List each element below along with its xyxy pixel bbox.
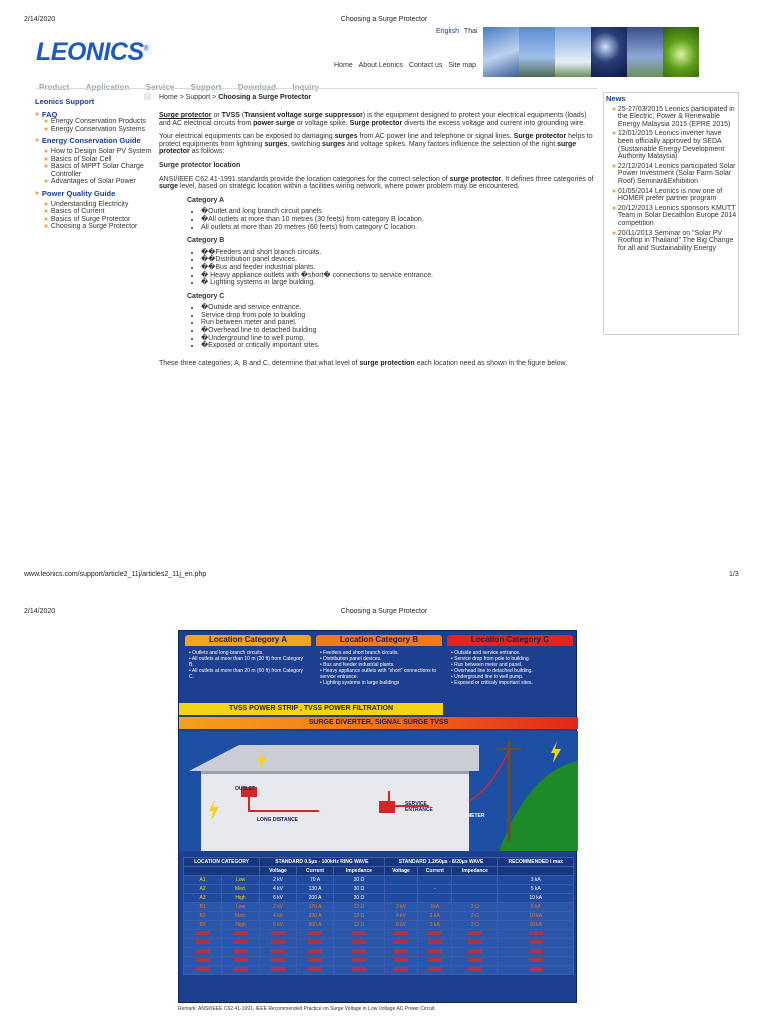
table-cell: 2 kV [260,876,297,885]
sidebar-section-faq[interactable]: » FAQ [35,109,58,119]
category-a-heading: Category A [187,196,225,204]
figure-caption: Remark: ANSI/IEEE C62.41-1991, IEEE Recommended Practice on Surge Voltage in Low Voltage AC Power Circuit. [178,1006,436,1012]
breadcrumb-current: Choosing a Surge Protector [218,94,312,101]
sidebar-title: Leonics Support [35,97,95,106]
list-item: • �Underground line to well pump. [201,335,599,343]
th-sub: Impedance [452,867,498,876]
th-sub: Voltage [384,867,418,876]
cat-b-title: Location Category B [316,635,442,646]
banner-lightning-2 [627,27,663,77]
sidebar-item-mppt[interactable]: » Basics of MPPT Solar Charge Controller [44,163,144,178]
sidebar [35,98,153,231]
sidebar-item-surge-basics[interactable]: » Basics of Surge Protector [44,215,131,223]
list-item: • Run between meter and panel. [451,662,523,668]
th-sub: Current [296,867,333,876]
list-item: • Heavy appliance outlets with "short" connections to service entrance. [320,668,437,680]
top-link-home[interactable]: Home [334,62,353,69]
list-item: • All outlets at more than 20 m (60 ft) from Category C. [189,668,304,680]
location-heading: Surge protector location [159,161,241,169]
table-cell: High [222,894,260,903]
news-item[interactable]: » 20/12/2013 Leonics sponsors KMUTT Team in Solar Decathlon Europe 2014 competition [612,204,737,227]
table-cell: High [222,921,260,930]
table-row-blurred [184,939,574,948]
list-item: • All outlets at more than 20 metres (60 feets) from category C location. [201,224,599,232]
list-item: • ��Feeders and short branch circuits. [201,249,599,257]
table-cell: 2 Ω [452,903,498,912]
cat-c-title: Location Category C [447,635,573,646]
nav-divider [36,88,598,89]
table-cell: - [418,885,452,894]
th-recommended: RECOMMENDED I max [498,858,574,867]
arrow-icon: » [612,204,616,212]
table-cell: Med. [222,885,260,894]
table-cell [418,876,452,885]
th-sub: Impedance [334,867,384,876]
banner-wind-turbine [555,27,591,77]
banner-lightning [591,27,627,77]
cat-c-box [447,648,573,700]
news-title: News [606,94,626,103]
list-item: • �Exposed or critically important sites. [201,342,599,350]
list-item: • Underground line to well pump. [451,674,524,680]
table-row [184,885,574,894]
breadcrumb-support[interactable]: Support [185,94,211,101]
list-item: • �Outlet and long branch circuit panels [201,208,599,216]
table-row-blurred [184,930,574,939]
cat-b-box [316,648,442,700]
list-item: • ��Distribution panel devices. [201,256,599,264]
list-item: • Outside and service entrance. [451,650,521,656]
arrow-icon: » [44,163,48,171]
table-row [184,894,574,903]
top-link-contact[interactable]: Contact us [408,62,443,69]
list-item: • ��Bus and feeder industrial plants. [201,264,599,272]
sidebar-section-pqg[interactable]: » Power Quality Guide [35,188,116,198]
print-title: Choosing a Surge Protector [340,16,428,23]
label-meter: METER [467,813,485,819]
table-cell: 200 A [296,894,333,903]
table-cell: 5 kA [498,903,574,912]
table-cell: 3 kA [498,876,574,885]
print-date-2: 2/14/2020 [24,608,56,615]
table-cell: 70 A [296,876,333,885]
sidebar-item-choosing-surge[interactable]: » Choosing a Surge Protector [44,223,138,231]
news-item[interactable]: » 25-27/03/2015 Leonics participated in the Electric, Power & Renewable Energy Malaysia 2015 (EPRE 2015) [612,105,735,128]
list-item: • Run between meter and panel. [201,319,599,327]
table-cell: 5 kA [498,885,574,894]
ansi-paragraph: ANSI/IEEE C62.41-1991 standards provide the location categories for the correct selection of surge protector. It defines three categories of surge level, based on strategic location within a facilities wiring network, where power problem may be encountered. [159,175,594,191]
category-c-list [159,304,599,350]
table-cell: 6 kV [384,921,418,930]
list-item: • Bus and feeder industrial plants. [320,662,395,668]
table-row-blurred [184,966,574,975]
th-location: LOCATION CATEGORY [184,858,260,867]
breadcrumb-corner [144,93,151,100]
table-cell: 4 kV [260,885,297,894]
print-title-2: Choosing a Surge Protector [340,608,428,615]
table-cell: 2 kV [384,903,418,912]
arrow-icon: » [44,215,48,223]
header-banner [483,27,699,77]
news-item[interactable]: » 01/05/2014 Leonics is now one of HOMER prefer partner program [612,187,723,203]
category-b-heading: Category B [187,237,225,245]
table-cell: 10 kA [498,894,574,903]
category-a-list [159,208,599,231]
table-cell: 6 kV [260,921,297,930]
table-cell [384,885,418,894]
arrow-icon: » [44,118,48,126]
band-surge-diverter: SURGE DIVERTER, SIGNAL SURGE TVSS [179,717,578,729]
table-row [184,903,574,912]
arrow-icon: » [44,155,48,163]
table-cell: 12 Ω [334,903,384,912]
list-item: • � Heavy appliance outlets with �short� connections to service entrance. [201,272,599,280]
band-tvss-power: TVSS POWER STRIP , TVSS POWER FILTRATION [179,703,443,715]
table-cell: 2 Ω [452,921,498,930]
surge-standards-table [183,857,574,975]
category-b-list [159,249,599,287]
table-cell: 330 A [296,912,333,921]
table-cell [452,894,498,903]
sidebar-section-ecg[interactable]: » Energy Conservation Guide [35,136,141,146]
table-row-blurred [184,957,574,966]
table-row-blurred [184,948,574,957]
table-cell: Low [222,903,260,912]
top-link-sitemap[interactable]: Site map [448,62,477,69]
th-ring-wave: STANDARD 0.5μs - 100kHz RING WAVE [260,858,385,867]
table-cell: A2 [184,885,222,894]
list-item: • Overhead line to detached building. [451,668,533,674]
table-cell: A3 [184,894,222,903]
list-item: • Exposed or criticaly important sites. [451,680,533,686]
list-item: • �Overhead line to detached building [201,327,599,335]
arrow-icon: » [44,223,48,231]
arrow-icon: » [44,208,48,216]
table-cell: 4 kV [384,912,418,921]
arrow-icon: » [612,105,616,113]
sidebar-item-current[interactable]: » Basics of Current [44,208,105,216]
list-item: • Lighting systems in large buildings [320,680,400,686]
table-cell [452,876,498,885]
list-item: • All outlets at more than 10 m (30 ft) from Category B. [189,656,304,668]
table-cell: 30 Ω [334,894,384,903]
th-sub: Voltage [260,867,297,876]
news-item[interactable]: » 12/01/2015 Leonics inverter have been officially approved by SEDA (Sustainable Energy Development Authority Malaysia) [612,130,725,161]
arrow-icon: » [44,200,48,208]
table-cell: 3 kA [418,921,452,930]
table-cell: B1 [184,903,222,912]
list-item: • Outlets and long branch circuits. [189,650,264,656]
news-panel [603,92,739,335]
sidebar-item-solar-cell[interactable]: » Basics of Solar Cell [44,155,112,163]
lang-english[interactable]: English [436,28,459,35]
cat-a-box [185,648,311,700]
top-links [334,62,476,69]
table-cell: 130 A [296,885,333,894]
intro-paragraph: Surge protector or TVSS (Transient voltage surge suppressor) is the equipment designed to protect your electrical equipments (loads) and AC electrical circuits from power surge or voltage spike. Surge protector diverts the excess voltage and current into grounding wire. [159,112,587,127]
article-content [159,112,599,373]
breadcrumb-home[interactable]: Home [159,94,178,101]
table-cell: 1kA [418,903,452,912]
list-item: • �All outlets at more than 10 metres (30 feets) from category B location. [201,216,599,224]
banner-solar-panels [483,27,519,77]
arrow-icon: » [612,229,616,237]
table-row [184,921,574,930]
breadcrumb-sep: > [210,94,219,101]
arrow-icon: » [44,125,48,133]
table-row [184,876,574,885]
table-cell: 20 kA [498,921,574,930]
banner-sky [519,27,555,77]
sidebar-item-design-pv[interactable]: » How to Design Solar PV System [44,147,152,155]
table-cell: 2 kV [260,903,297,912]
top-link-about[interactable]: About Leonics [358,62,404,69]
table-cell: 12 Ω [334,921,384,930]
language-switch [436,28,478,35]
arrow-icon: » [35,137,39,145]
news-item[interactable]: » 22/12/2014 Leonics participated Solar Power Investment (Solar Farm Solar Roof) Seminar&Exhibition [612,162,736,185]
arrow-icon: » [44,147,48,155]
sidebar-item-electricity[interactable]: » Understanding Electricity [44,200,129,208]
table-cell: 4 kV [260,912,297,921]
label-outlet: OUTLET [235,786,255,792]
table-cell [384,876,418,885]
list-item: • Service drop from pole to building [201,312,599,320]
banner-leaf [663,27,699,77]
list-item: • Service drop from pole to building. [451,656,531,662]
arrow-icon: » [612,187,616,195]
list-item: • � Lighting systems in large building. [201,279,599,287]
label-service-entrance: SERVICE ENTRANCE [405,801,433,813]
arrow-icon: » [35,189,39,197]
leonics-logo[interactable]: LEONICS® [36,38,149,66]
print-date: 2/14/2020 [24,16,56,23]
table-cell: 12 Ω [334,912,384,921]
news-item[interactable]: » 20/11/2013 Seminar on "Solar PV Rooftop in Thailand" The Big Change for all and Sustainability Energy [612,229,734,252]
breadcrumb-sep: > [177,94,186,101]
service-box [379,801,395,813]
table-cell: 6 kV [260,894,297,903]
table-cell: 500 A [296,921,333,930]
table-cell [452,885,498,894]
sidebar-item-solar-advantages[interactable]: » Advantages of Solar Power [44,178,136,186]
print-url: www.leonics.com/support/article2_11j/articles2_11j_en.php [24,571,207,578]
exposure-paragraph: Your electrical equipments can be exposed to damaging surges from AC power line and telephone or signal lines. Surge protector helps to protect equipments from lightning surges, switching surges and voltage spikes. Many factors influence the selection of the right surge protector as follows: [159,133,593,156]
breadcrumb [159,94,311,102]
th-sub: Current [418,867,452,876]
surge-category-figure [178,630,577,1003]
table-cell [418,894,452,903]
table-cell: B2 [184,912,222,921]
list-item: • Feeders and short branch circuits. [320,650,399,656]
table-cell: 2 kA [418,912,452,921]
table-cell [384,894,418,903]
label-long-distance: LONG DISTANCE [257,817,299,823]
main-nav [39,77,331,95]
arrow-icon: » [612,130,616,138]
table-cell: 170 A [296,903,333,912]
category-c-heading: Category C [187,292,225,300]
cat-a-title: Location Category A [185,635,311,646]
print-page-num: 1/3 [729,571,739,578]
arrow-icon: » [35,110,39,118]
table-cell: 30 Ω [334,876,384,885]
table-cell: 2 Ω [452,912,498,921]
th-combo-wave: STANDARD 1.2/50μs - 8/20μs WAVE [384,858,498,867]
table-cell: Low [222,876,260,885]
table-cell: B3 [184,921,222,930]
sidebar-item-ec-systems[interactable]: » Energy Conservation Systems [44,125,146,133]
table-cell: A1 [184,876,222,885]
table-cell: 10 kA [498,912,574,921]
table-cell: 30 Ω [334,885,384,894]
lang-thai[interactable]: Thai [463,28,478,35]
list-item: • �Outside and service entrance. [201,304,599,312]
list-item: • Distribution panel devices. [320,656,382,662]
table-row [184,912,574,921]
arrow-icon: » [612,162,616,170]
summary-paragraph: These three categories; A, B and C, determine that what level of surge protection each location need as shown in the figure below. [159,359,568,367]
table-cell: Med. [222,912,260,921]
sidebar-item-ec-products[interactable]: » Energy Conservation Products [44,118,146,126]
arrow-icon: » [44,178,48,186]
